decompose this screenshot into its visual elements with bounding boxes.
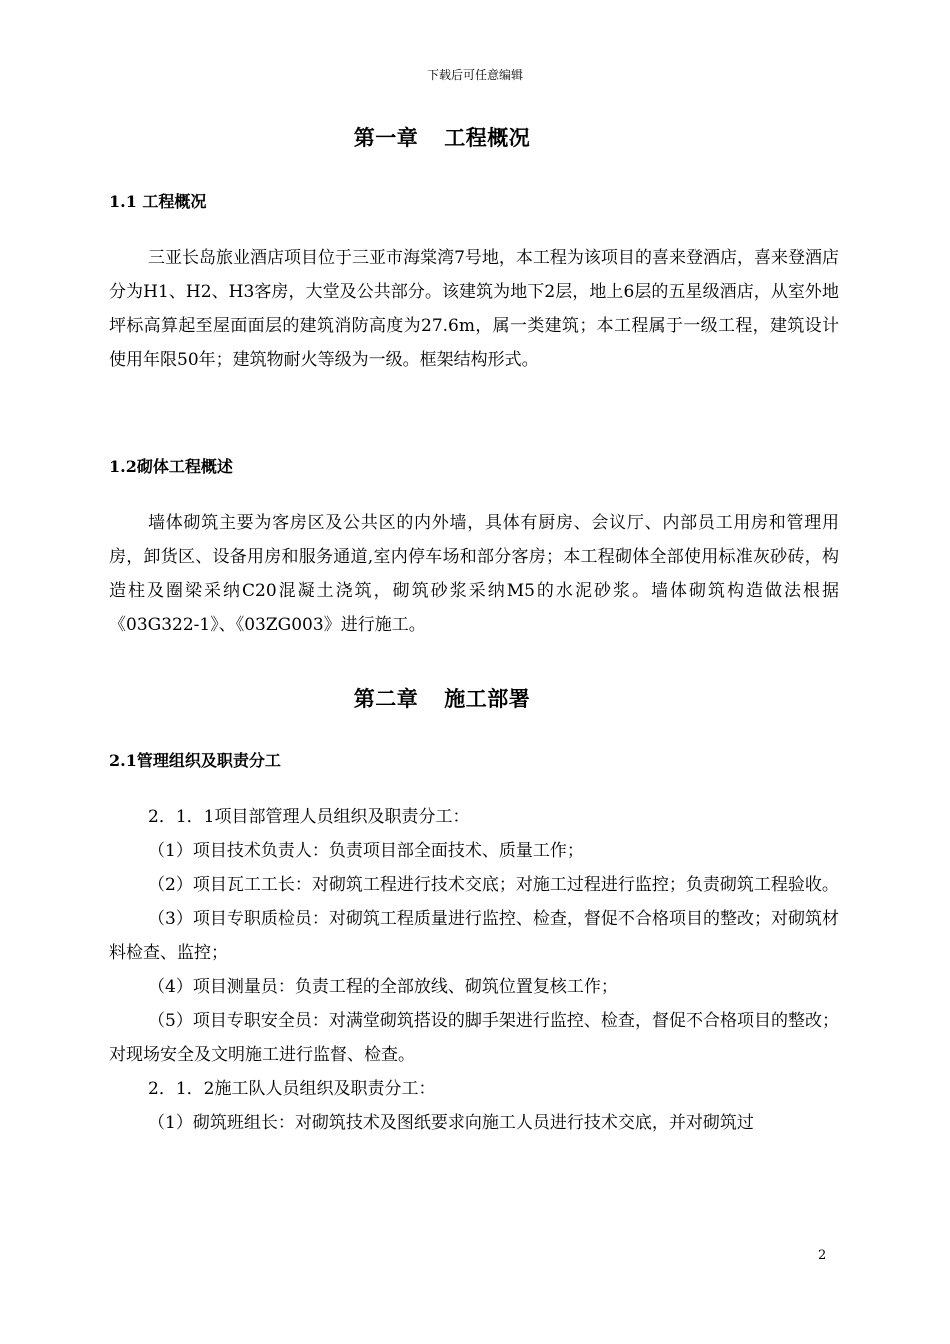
paragraph: 三亚长岛旅业酒店项目位于三亚市海棠湾7号地，本工程为该项目的喜来登酒店，喜来登酒店分为H1、H2、H3客房，大堂及公共部分。该建筑为地下2层，地上6层的五星级酒店，从室外地坪标高算起至屋面面层的建筑消防高度为27.6m，属一类建筑；本工程属于一级工程，建筑设计使用年限50年；建筑物耐火等级为一级。框架结构形式。: [109, 248, 839, 370]
paragraph: 墙体砌筑主要为客房区及公共区的内外墙，具体有厨房、会议厅、内部员工用房和管理用房，卸货区、设备用房和服务通道,室内停车场和部分客房；本工程砌体全部使用标准灰砂砖，构造柱及圈梁采纳C20混凝土浇筑，砌筑砂浆采纳M5的水泥砂浆。墙体砌筑构造做法根据《03G322-1》、《03ZG003》进行施工。: [109, 513, 839, 635]
list-item: （1）项目技术负责人：负责项目部全面技术、质量工作；: [148, 841, 584, 861]
page-number: 2: [818, 1248, 827, 1263]
chapter-2-heading: [0, 683, 884, 713]
list-item: 2．1．1项目部管理人员组织及职责分工：: [148, 807, 470, 827]
section-1-2-body: [109, 506, 839, 642]
chapter-2-number: 第二章: [353, 686, 419, 711]
section-1-2-heading: 1.2砌体工程概述: [109, 457, 233, 476]
list-item: 2．1．2施工队人员组织及职责分工：: [148, 1079, 436, 1099]
chapter-1-heading: [0, 122, 884, 152]
list-item: （5）项目专职安全员：对满堂砌筑搭设的脚手架进行监控、检查，督促不合格项目的整改；对现场安全及文明施工进行监督、检查。: [109, 1011, 839, 1065]
list-item: （2）项目瓦工工长：对砌筑工程进行技术交底；对施工过程进行监控；负责砌筑工程验收。: [148, 875, 839, 895]
section-1-1-heading: 1.1 工程概况: [109, 192, 207, 211]
list-item: （4）项目测量员：负责工程的全部放线、砌筑位置复核工作；: [148, 977, 618, 997]
section-1-1-body: [109, 241, 839, 377]
section-2-1-heading: 2.1管理组织及职责分工: [109, 751, 281, 770]
chapter-1-number: 第一章: [353, 125, 419, 150]
list-item: （3）项目专职质检员：对砌筑工程质量进行监控、检查，督促不合格项目的整改；对砌筑材料检查、监控；: [109, 909, 839, 963]
page-header: 下载后可任意编辑: [426, 68, 523, 82]
section-2-1-body: [109, 800, 839, 1140]
chapter-1-title: 工程概况: [444, 125, 531, 150]
chapter-2-title: 施工部署: [444, 686, 531, 711]
list-item: （1）砌筑班组长：对砌筑技术及图纸要求向施工人员进行技术交底，并对砌筑过: [148, 1113, 754, 1133]
